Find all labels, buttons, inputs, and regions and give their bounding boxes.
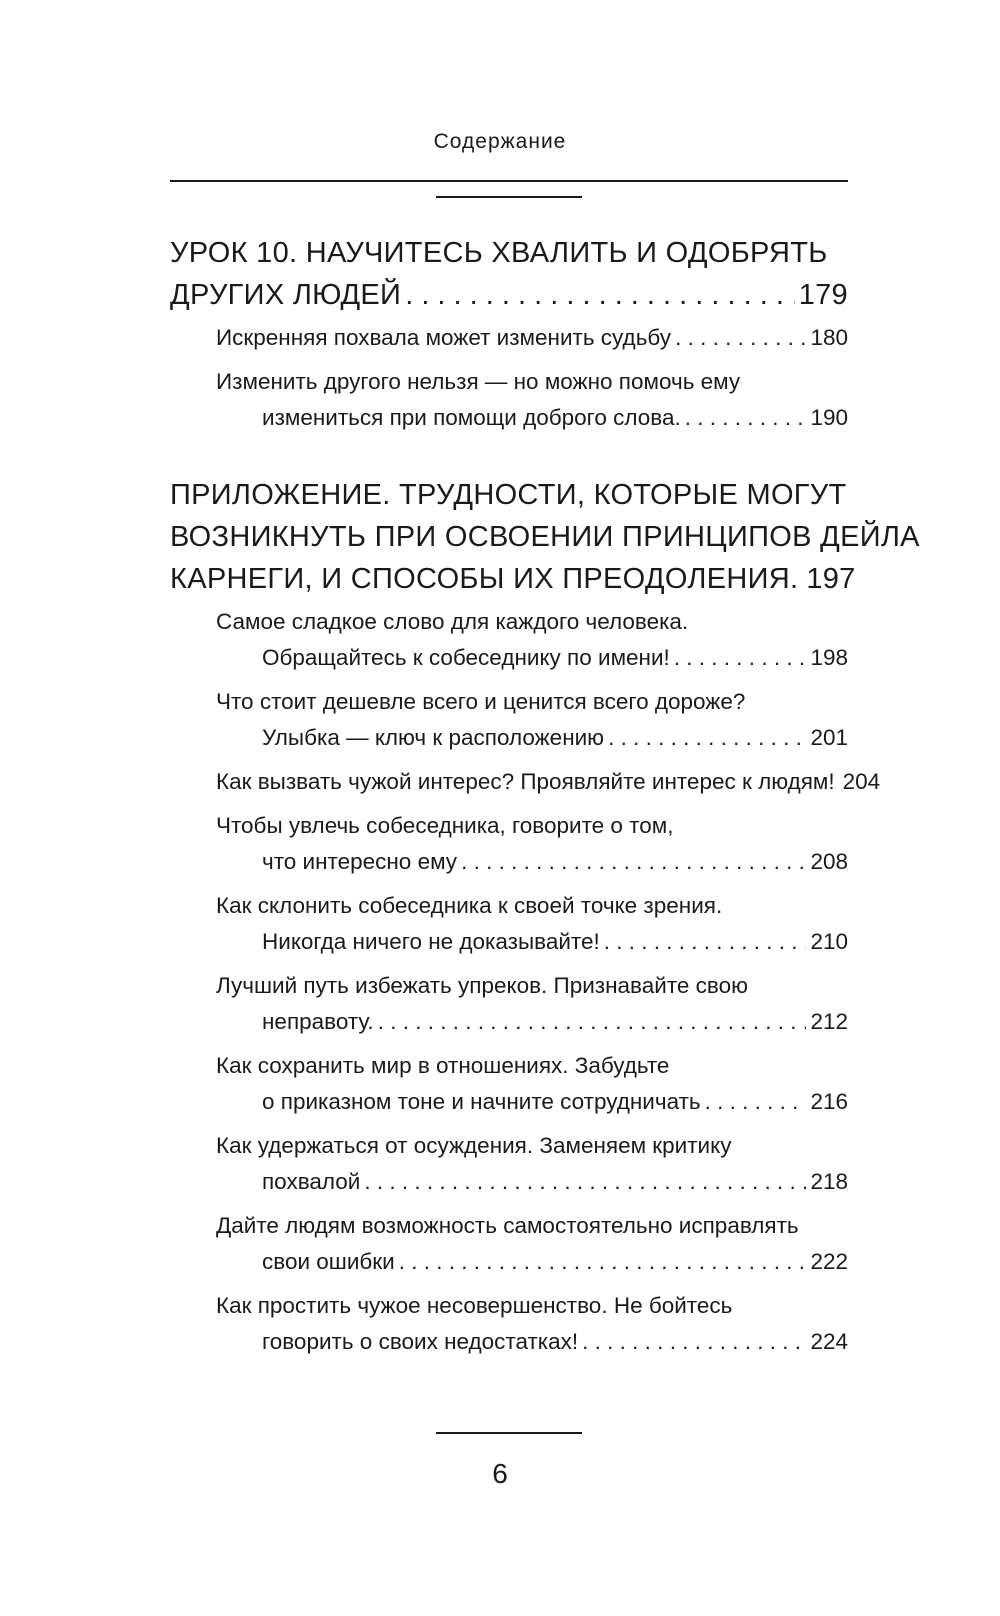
page-ref: 208 (810, 849, 848, 874)
page-ref: 210 (810, 929, 848, 954)
toc-entry (170, 684, 848, 756)
page-ref: 201 (810, 725, 848, 750)
chapter-title-line: КАРНЕГИ, И СПОСОБЫ ИХ ПРЕОДОЛЕНИЯ. (170, 563, 799, 595)
page-ref: 222 (810, 1249, 848, 1274)
entry-title-line: похвалой (262, 1169, 361, 1194)
running-header: Содержание (433, 130, 567, 153)
toc-entry (170, 604, 848, 676)
toc-entry (170, 1048, 848, 1120)
toc-entry (170, 364, 848, 436)
toc-entry (170, 808, 848, 880)
page-ref: 204 (842, 769, 881, 794)
dot-leader (378, 1004, 807, 1040)
entry-title-line: измениться при помощи доброго слова. (262, 405, 681, 430)
header-rule (170, 180, 848, 182)
entry-title-line: что интересно ему (262, 849, 458, 874)
dot-leader (399, 1244, 807, 1280)
page-ref: 198 (810, 645, 848, 670)
chapter-heading (170, 232, 848, 316)
toc-entry (170, 1288, 848, 1360)
toc-entry (170, 320, 848, 356)
entry-title-line: Изменить другого нельзя — но можно помочь ему (216, 369, 741, 394)
dot-leader (608, 720, 806, 756)
page-ref: 190 (810, 405, 848, 430)
toc-entry (170, 1128, 848, 1200)
dot-leader (674, 640, 807, 676)
dot-leader (685, 400, 807, 436)
entry-title-line: неправоту. (262, 1009, 374, 1034)
page-ref: 180 (810, 325, 848, 350)
toc-entry (170, 1208, 848, 1280)
entry-title-line: Как вызвать чужой интерес? Проявляйте интерес к людям! (216, 769, 835, 794)
entry-title-line: Как удержаться от осуждения. Заменяем критику (216, 1133, 732, 1158)
dot-leader (675, 320, 806, 356)
entry-title-line: Самое сладкое слово для каждого человека. (216, 609, 689, 634)
page-ref: 224 (810, 1329, 848, 1354)
dot-leader (364, 1164, 806, 1200)
chapter-title-line: ДРУГИХ ЛЮДЕЙ (170, 279, 402, 311)
entry-title-line: Как склонить собеседника к своей точке зрения. (216, 893, 723, 918)
header-short-rule (436, 196, 582, 198)
page-number: 6 (492, 1458, 508, 1489)
chapter-title-line: ВОЗНИКНУТЬ ПРИ ОСВОЕНИИ ПРИНЦИПОВ ДЕЙЛА (170, 521, 920, 553)
footer-short-rule (436, 1432, 582, 1434)
entry-title-line: Как сохранить мир в отношениях. Забудьте (216, 1053, 670, 1078)
entry-title-line: свои ошибки (262, 1249, 395, 1274)
dot-leader (461, 844, 806, 880)
entry-title-line: Обращайтесь к собеседнику по имени! (262, 645, 670, 670)
page-ref: 179 (798, 279, 848, 311)
toc-entry (170, 764, 881, 800)
dot-leader (604, 924, 807, 960)
entry-title-line: Как простить чужое несовершенство. Не бойтесь (216, 1293, 733, 1318)
toc-entry (170, 968, 848, 1040)
entry-title-line: Никогда ничего не доказывайте! (262, 929, 600, 954)
entry-title-line: Что стоит дешевле всего и ценится всего дороже? (216, 689, 746, 714)
dot-leader (705, 1084, 807, 1120)
entry-title-line: говорить о своих недостатках! (262, 1329, 579, 1354)
chapter-title-line: УРОК 10. НАУЧИТЕСЬ ХВАЛИТЬ И ОДОБРЯТЬ (170, 237, 828, 269)
entry-title-line: Чтобы увлечь собеседника, говорите о том, (216, 813, 674, 838)
dot-leader (405, 274, 795, 316)
dot-leader (582, 1324, 806, 1360)
chapter-title-line: ПРИЛОЖЕНИЕ. ТРУДНОСТИ, КОТОРЫЕ МОГУТ (170, 479, 847, 511)
entry-title-line: Улыбка — ключ к расположению (262, 725, 605, 750)
page-ref: 216 (810, 1089, 848, 1114)
entry-title-line: Лучший путь избежать упреков. Признавайте свою (216, 973, 748, 998)
toc-entry (170, 888, 848, 960)
entry-title-line: Дайте людям возможность самостоятельно исправлять (216, 1213, 799, 1238)
page-ref: 212 (810, 1009, 848, 1034)
entry-title-line: о приказном тоне и начните сотрудничать (262, 1089, 701, 1114)
chapter-heading (170, 474, 920, 600)
entry-title-line: Искренняя похвала может изменить судьбу (216, 325, 672, 350)
page-ref: 218 (810, 1169, 848, 1194)
table-of-contents (170, 232, 920, 1360)
page-ref: 197 (806, 563, 856, 595)
